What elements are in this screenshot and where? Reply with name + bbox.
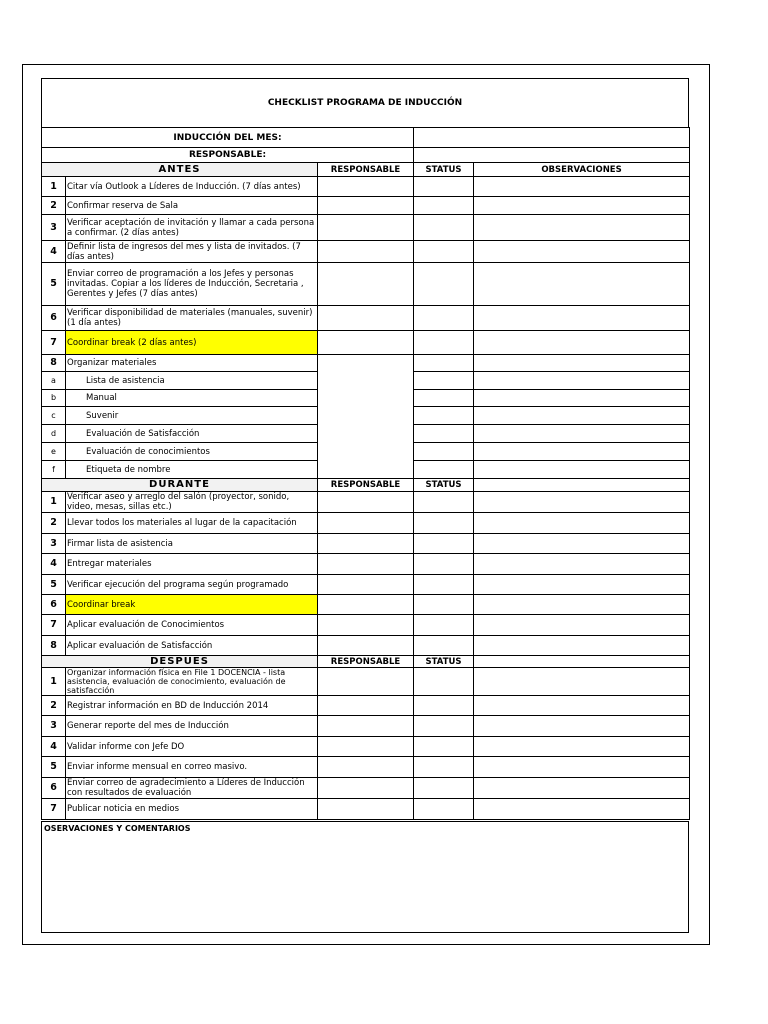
meta-row-responsable <box>42 148 690 163</box>
status-cell[interactable] <box>414 177 474 197</box>
responsable-cell[interactable] <box>318 757 414 778</box>
row-number: 5 <box>42 757 66 778</box>
task-text: Citar vía Outlook a Líderes de Inducción. (7 días antes) <box>66 177 318 197</box>
table-row <box>42 595 690 615</box>
responsable-cell[interactable] <box>318 331 414 355</box>
row-letter: e <box>42 443 66 461</box>
responsable-cell[interactable] <box>318 215 414 241</box>
observaciones-cell[interactable] <box>474 757 690 778</box>
task-text: Etiqueta de nombre <box>66 461 318 479</box>
observaciones-cell[interactable] <box>474 668 690 696</box>
meta-row-induccion <box>42 128 690 148</box>
row-number: 4 <box>42 554 66 575</box>
observaciones-cell[interactable] <box>474 696 690 716</box>
row-number: 8 <box>42 355 66 372</box>
observaciones-cell[interactable] <box>474 595 690 615</box>
status-cell[interactable] <box>414 595 474 615</box>
status-cell[interactable] <box>414 778 474 799</box>
observaciones-cell[interactable] <box>474 461 690 479</box>
status-cell[interactable] <box>414 355 474 372</box>
responsable-cell[interactable] <box>318 306 414 331</box>
observaciones-cell[interactable] <box>474 575 690 595</box>
responsable-cell[interactable] <box>318 513 414 534</box>
task-text: Entregar materiales <box>66 554 318 575</box>
row-number: 3 <box>42 534 66 554</box>
status-cell[interactable] <box>414 390 474 407</box>
row-number: 2 <box>42 197 66 215</box>
row-number: 7 <box>42 331 66 355</box>
status-cell[interactable] <box>414 461 474 479</box>
status-cell[interactable] <box>414 215 474 241</box>
observaciones-cell[interactable] <box>474 799 690 820</box>
observaciones-cell[interactable] <box>474 636 690 656</box>
status-cell[interactable] <box>414 696 474 716</box>
observaciones-cell[interactable] <box>474 425 690 443</box>
task-text: Manual <box>66 390 318 407</box>
status-cell[interactable] <box>414 407 474 425</box>
task-text: Suvenir <box>66 407 318 425</box>
responsable-cell[interactable] <box>318 492 414 513</box>
table-row <box>42 263 690 306</box>
status-cell[interactable] <box>414 534 474 554</box>
row-number: 6 <box>42 595 66 615</box>
table-row <box>42 331 690 355</box>
status-cell[interactable] <box>414 197 474 215</box>
table-row <box>42 636 690 656</box>
table-row <box>42 513 690 534</box>
responsable-value[interactable] <box>414 148 690 163</box>
observaciones-cell[interactable] <box>474 263 690 306</box>
task-text: Registrar información en BD de Inducción 2014 <box>66 696 318 716</box>
table-row <box>42 778 690 799</box>
status-cell[interactable] <box>414 513 474 534</box>
task-text: Publicar noticia en medios <box>66 799 318 820</box>
section-header-durante <box>42 479 690 492</box>
task-text: Evaluación de conocimientos <box>66 443 318 461</box>
table-row <box>42 177 690 197</box>
task-text-highlighted: Coordinar break <box>66 595 318 615</box>
column-header-empty <box>474 479 690 492</box>
row-number: 3 <box>42 215 66 241</box>
table-row <box>42 554 690 575</box>
status-cell[interactable] <box>414 263 474 306</box>
induccion-value[interactable] <box>414 128 690 148</box>
status-cell[interactable] <box>414 306 474 331</box>
row-letter: a <box>42 372 66 390</box>
row-number: 4 <box>42 737 66 757</box>
observaciones-cell[interactable] <box>474 615 690 636</box>
task-text: Enviar correo de agradecimiento a Líderes de Inducción con resultados de evaluación <box>66 778 318 799</box>
status-cell[interactable] <box>414 737 474 757</box>
observaciones-cell[interactable] <box>474 390 690 407</box>
responsable-cell[interactable] <box>318 554 414 575</box>
table-row <box>42 668 690 696</box>
status-cell[interactable] <box>414 425 474 443</box>
responsable-cell[interactable] <box>318 534 414 554</box>
responsable-cell[interactable] <box>318 197 414 215</box>
induccion-label: INDUCCIÓN DEL MES: <box>42 128 414 148</box>
column-header-empty <box>474 656 690 668</box>
task-text: Firmar lista de asistencia <box>66 534 318 554</box>
checklist-table <box>41 127 690 820</box>
table-row <box>42 492 690 513</box>
task-text: Generar reporte del mes de Inducción <box>66 716 318 737</box>
responsable-cell[interactable] <box>318 241 414 263</box>
column-header-responsable: RESPONSABLE <box>318 479 414 492</box>
observaciones-cell[interactable] <box>474 737 690 757</box>
task-text: Validar informe con Jefe DO <box>66 737 318 757</box>
section-header-antes <box>42 163 690 177</box>
responsable-label: RESPONSABLE: <box>42 148 414 163</box>
status-cell[interactable] <box>414 636 474 656</box>
row-number: 2 <box>42 696 66 716</box>
table-row <box>42 799 690 820</box>
table-row <box>42 197 690 215</box>
task-text: Enviar informe mensual en correo masivo. <box>66 757 318 778</box>
column-header-responsable: RESPONSABLE <box>318 656 414 668</box>
task-text: Aplicar evaluación de Conocimientos <box>66 615 318 636</box>
observaciones-cell[interactable] <box>474 407 690 425</box>
observaciones-cell[interactable] <box>474 331 690 355</box>
table-row <box>42 696 690 716</box>
observaciones-comentarios-label: OSERVACIONES Y COMENTARIOS <box>44 824 191 833</box>
row-number: 6 <box>42 306 66 331</box>
observaciones-cell[interactable] <box>474 372 690 390</box>
row-number: 1 <box>42 492 66 513</box>
status-cell[interactable] <box>414 575 474 595</box>
responsable-cell[interactable] <box>318 668 414 696</box>
section-title-antes: ANTES <box>42 163 318 177</box>
row-number: 7 <box>42 615 66 636</box>
table-row <box>42 534 690 554</box>
responsable-cell[interactable] <box>318 737 414 757</box>
table-row <box>42 241 690 263</box>
status-cell[interactable] <box>414 372 474 390</box>
observaciones-cell[interactable] <box>474 306 690 331</box>
table-row <box>42 215 690 241</box>
status-cell[interactable] <box>414 716 474 737</box>
row-number: 4 <box>42 241 66 263</box>
section-title-despues: DESPUES <box>42 656 318 668</box>
row-number: 5 <box>42 263 66 306</box>
responsable-merged-cell[interactable] <box>318 355 414 479</box>
task-text: Organizar información física en File 1 DOCENCIA - lista asistencia, evaluación de conocimiento, evaluación de satisfacción <box>66 668 318 696</box>
task-text: Verificar aceptación de invitación y llamar a cada persona a confirmar. (2 días antes) <box>66 215 318 241</box>
row-number: 6 <box>42 778 66 799</box>
table-row <box>42 355 690 372</box>
table-row <box>42 716 690 737</box>
row-number: 7 <box>42 799 66 820</box>
responsable-cell[interactable] <box>318 636 414 656</box>
row-letter: c <box>42 407 66 425</box>
table-row <box>42 306 690 331</box>
observaciones-cell[interactable] <box>474 355 690 372</box>
document-title: CHECKLIST PROGRAMA DE INDUCCIÓN <box>41 78 689 128</box>
observaciones-cell[interactable] <box>474 554 690 575</box>
responsable-cell[interactable] <box>318 778 414 799</box>
column-header-responsable: RESPONSABLE <box>318 163 414 177</box>
observaciones-cell[interactable] <box>474 177 690 197</box>
observaciones-cell[interactable] <box>474 197 690 215</box>
status-cell[interactable] <box>414 799 474 820</box>
status-cell[interactable] <box>414 668 474 696</box>
observaciones-cell[interactable] <box>474 492 690 513</box>
task-text: Verificar disponibilidad de materiales (manuales, suvenir) (1 día antes) <box>66 306 318 331</box>
observaciones-cell[interactable] <box>474 716 690 737</box>
responsable-cell[interactable] <box>318 716 414 737</box>
status-cell[interactable] <box>414 331 474 355</box>
responsable-cell[interactable] <box>318 799 414 820</box>
task-text: Organizar materiales <box>66 355 318 372</box>
column-header-status: STATUS <box>414 656 474 668</box>
status-cell[interactable] <box>414 615 474 636</box>
status-cell[interactable] <box>414 757 474 778</box>
responsable-cell[interactable] <box>318 696 414 716</box>
section-header-despues <box>42 656 690 668</box>
status-cell[interactable] <box>414 443 474 461</box>
row-number: 5 <box>42 575 66 595</box>
observaciones-cell[interactable] <box>474 215 690 241</box>
responsable-cell[interactable] <box>318 177 414 197</box>
observaciones-cell[interactable] <box>474 443 690 461</box>
task-text: Lista de asistencia <box>66 372 318 390</box>
task-text: Verificar aseo y arreglo del salón (proyector, sonido, video, mesas, sillas etc.) <box>66 492 318 513</box>
task-text: Definir lista de ingresos del mes y lista de invitados. (7 días antes) <box>66 241 318 263</box>
task-text: Verificar ejecución del programa según programado <box>66 575 318 595</box>
status-cell[interactable] <box>414 492 474 513</box>
table-row <box>42 615 690 636</box>
table-row <box>42 737 690 757</box>
column-header-observaciones: OBSERVACIONES <box>474 163 690 177</box>
responsable-cell[interactable] <box>318 615 414 636</box>
row-number: 8 <box>42 636 66 656</box>
task-text: Llevar todos los materiales al lugar de la capacitación <box>66 513 318 534</box>
status-cell[interactable] <box>414 554 474 575</box>
task-text: Evaluación de Satisfacción <box>66 425 318 443</box>
observaciones-comentarios-box[interactable] <box>41 821 689 933</box>
row-number: 2 <box>42 513 66 534</box>
column-header-status: STATUS <box>414 479 474 492</box>
observaciones-cell[interactable] <box>474 241 690 263</box>
table-row <box>42 757 690 778</box>
column-header-status: STATUS <box>414 163 474 177</box>
responsable-cell[interactable] <box>318 575 414 595</box>
task-text: Confirmar reserva de Sala <box>66 197 318 215</box>
section-title-durante: DURANTE <box>42 479 318 492</box>
table-row <box>42 575 690 595</box>
responsable-cell[interactable] <box>318 595 414 615</box>
row-number: 1 <box>42 177 66 197</box>
row-number: 3 <box>42 716 66 737</box>
observaciones-cell[interactable] <box>474 513 690 534</box>
observaciones-cell[interactable] <box>474 778 690 799</box>
status-cell[interactable] <box>414 241 474 263</box>
row-letter: b <box>42 390 66 407</box>
task-text: Enviar correo de programación a los Jefes y personas invitadas. Copiar a los líderes de Inducción, Secretaria , Gerentes y Jefes (7 días antes) <box>66 263 318 306</box>
row-letter: d <box>42 425 66 443</box>
task-text-highlighted: Coordinar break (2 días antes) <box>66 331 318 355</box>
row-number: 1 <box>42 668 66 696</box>
responsable-cell[interactable] <box>318 263 414 306</box>
row-letter: f <box>42 461 66 479</box>
task-text: Aplicar evaluación de Satisfacción <box>66 636 318 656</box>
observaciones-cell[interactable] <box>474 534 690 554</box>
